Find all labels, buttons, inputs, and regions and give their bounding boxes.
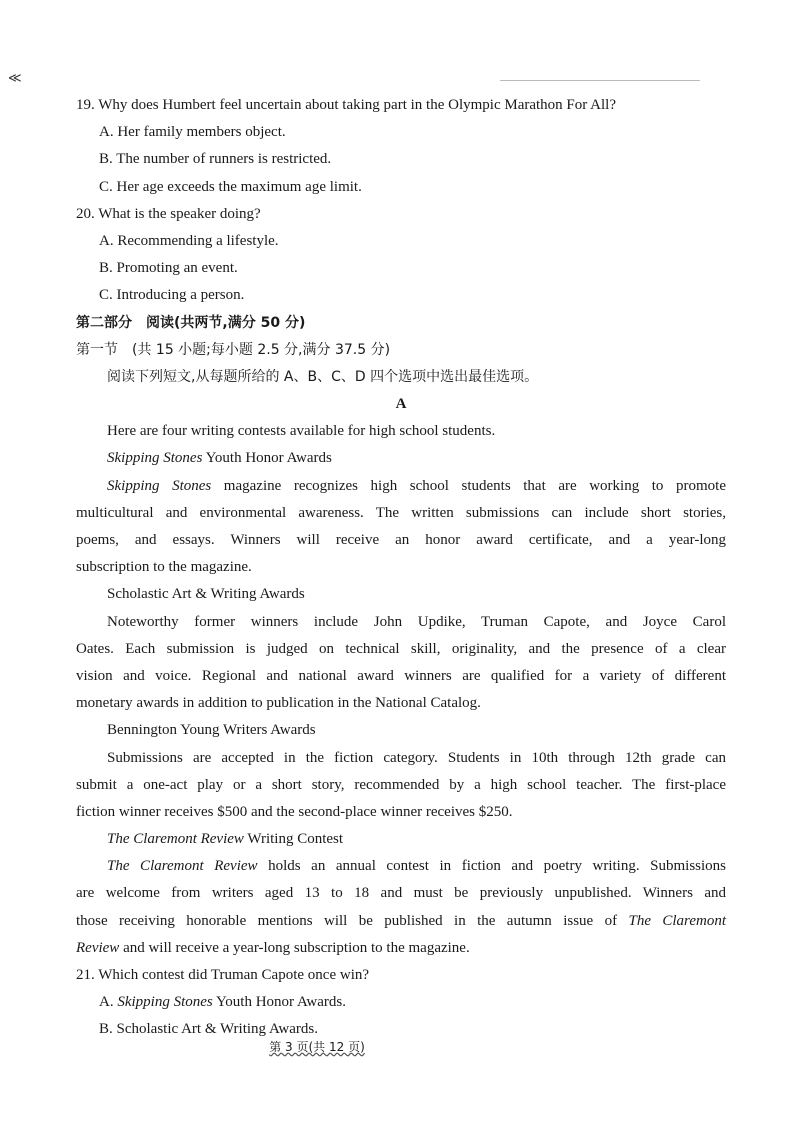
- part-two-heading: 第二部分 阅读(共两节,满分 50 分): [76, 314, 306, 331]
- contest-1-line-1-italic: Skipping Stones: [107, 477, 212, 494]
- contest-1-line-3: poems, and essays. Winners will receive an honor award certificate, and a year-long: [76, 532, 726, 548]
- question-21-option-a-italic: Skipping Stones: [117, 994, 213, 1011]
- question-21-option-a-prefix: A.: [99, 994, 118, 1011]
- contest-2-line-1: Noteworthy former winners include John Updike, Truman Capote, and Joyce Carol: [107, 613, 726, 630]
- question-19-option-b: B. The number of runners is restricted.: [99, 151, 332, 168]
- question-19-option-c: C. Her age exceeds the maximum age limit.: [99, 178, 362, 195]
- contest-4-line-1: [76, 853, 726, 880]
- contest-4-title: [76, 826, 726, 853]
- contest-1-line-1-rest: magazine recognizes high school students that are working to promote: [211, 477, 726, 494]
- contest-4-line-4: [76, 935, 726, 962]
- contest-3-title: Bennington Young Writers Awards: [107, 722, 316, 739]
- contest-2-line-4: monetary awards in addition to publication in the National Catalog.: [76, 695, 481, 712]
- contest-3-line-3: fiction winner receives $500 and the second-place winner receives $250.: [76, 803, 513, 820]
- passage-intro: Here are four writing contests available for high school students.: [107, 423, 496, 440]
- contest-4-line-1-italic: The Claremont Review: [107, 858, 258, 875]
- contest-1-title: [76, 445, 726, 472]
- reading-instruction: 阅读下列短文,从每题所给的 A、B、C、D 四个选项中选出最佳选项。: [107, 368, 539, 385]
- question-20-option-a: A. Recommending a lifestyle.: [99, 232, 279, 249]
- question-21-option-b: B. Scholastic Art & Writing Awards.: [99, 1021, 318, 1038]
- question-20-option-c: C. Introducing a person.: [99, 287, 245, 304]
- contest-1-line-4: subscription to the magazine.: [76, 559, 252, 576]
- section-one-heading: 第一节 (共 15 小题;每小题 2.5 分,满分 37.5 分): [76, 341, 391, 358]
- question-21-stem: 21. Which contest did Truman Capote once win?: [76, 967, 370, 983]
- question-21-option-a-rest: Youth Honor Awards.: [212, 994, 346, 1011]
- contest-4-line-3-italic: The Claremont: [628, 912, 726, 929]
- question-21-option-a: [76, 989, 726, 1016]
- contest-4-title-italic: The Claremont Review: [107, 831, 244, 848]
- page-number: 第 3 页(共 12 页): [269, 1040, 365, 1054]
- question-20-stem: 20. What is the speaker doing?: [76, 205, 261, 222]
- contest-4-line-4-rest: and will receive a year-long subscription to the magazine.: [119, 939, 470, 956]
- corner-mark: ≪: [8, 70, 22, 85]
- contest-1-title-italic: Skipping Stones: [107, 450, 203, 467]
- question-19-option-a: A. Her family members object.: [99, 124, 286, 141]
- contest-4-line-2: are welcome from writers aged 13 to 18 and must be previously unpublished. Winners and: [76, 885, 726, 902]
- contest-4-line-3-rest: those receiving honorable mentions will be published in the autumn issue of: [76, 912, 629, 929]
- passage-label: A: [395, 396, 407, 413]
- question-20-option-b: B. Promoting an event.: [99, 260, 238, 277]
- contest-4-line-3: [76, 908, 726, 935]
- page-content: [76, 92, 726, 1044]
- contest-1-title-rest: Youth Honor Awards: [202, 450, 332, 467]
- question-19-stem: 19. Why does Humbert feel uncertain about taking part in the Olympic Marathon For All?: [76, 97, 617, 113]
- contest-2-line-3: vision and voice. Regional and national award winners are qualified for a variety of different: [76, 667, 726, 684]
- contest-2-line-2: Oates. Each submission is judged on technical skill, originality, and the presence of a clear: [76, 640, 726, 657]
- contest-3-line-2: submit a one-act play or a short story, recommended by a high school teacher. The first-place: [76, 776, 726, 793]
- page-footer: [0, 1038, 794, 1056]
- contest-4-title-rest: Writing Contest: [243, 831, 344, 848]
- contest-1-line-2: multicultural and environmental awareness. The written submissions can include short stories,: [76, 504, 726, 521]
- contest-4-line-4-italic: Review: [76, 939, 120, 956]
- contest-4-line-1-rest: holds an annual contest in fiction and poetry writing. Submissions: [257, 858, 727, 875]
- header-rule: [500, 80, 700, 81]
- contest-3-line-1: Submissions are accepted in the fiction category. Students in 10th through 12th grade can: [107, 749, 726, 766]
- contest-1-line-1: [76, 473, 726, 500]
- contest-2-title: Scholastic Art & Writing Awards: [107, 586, 305, 603]
